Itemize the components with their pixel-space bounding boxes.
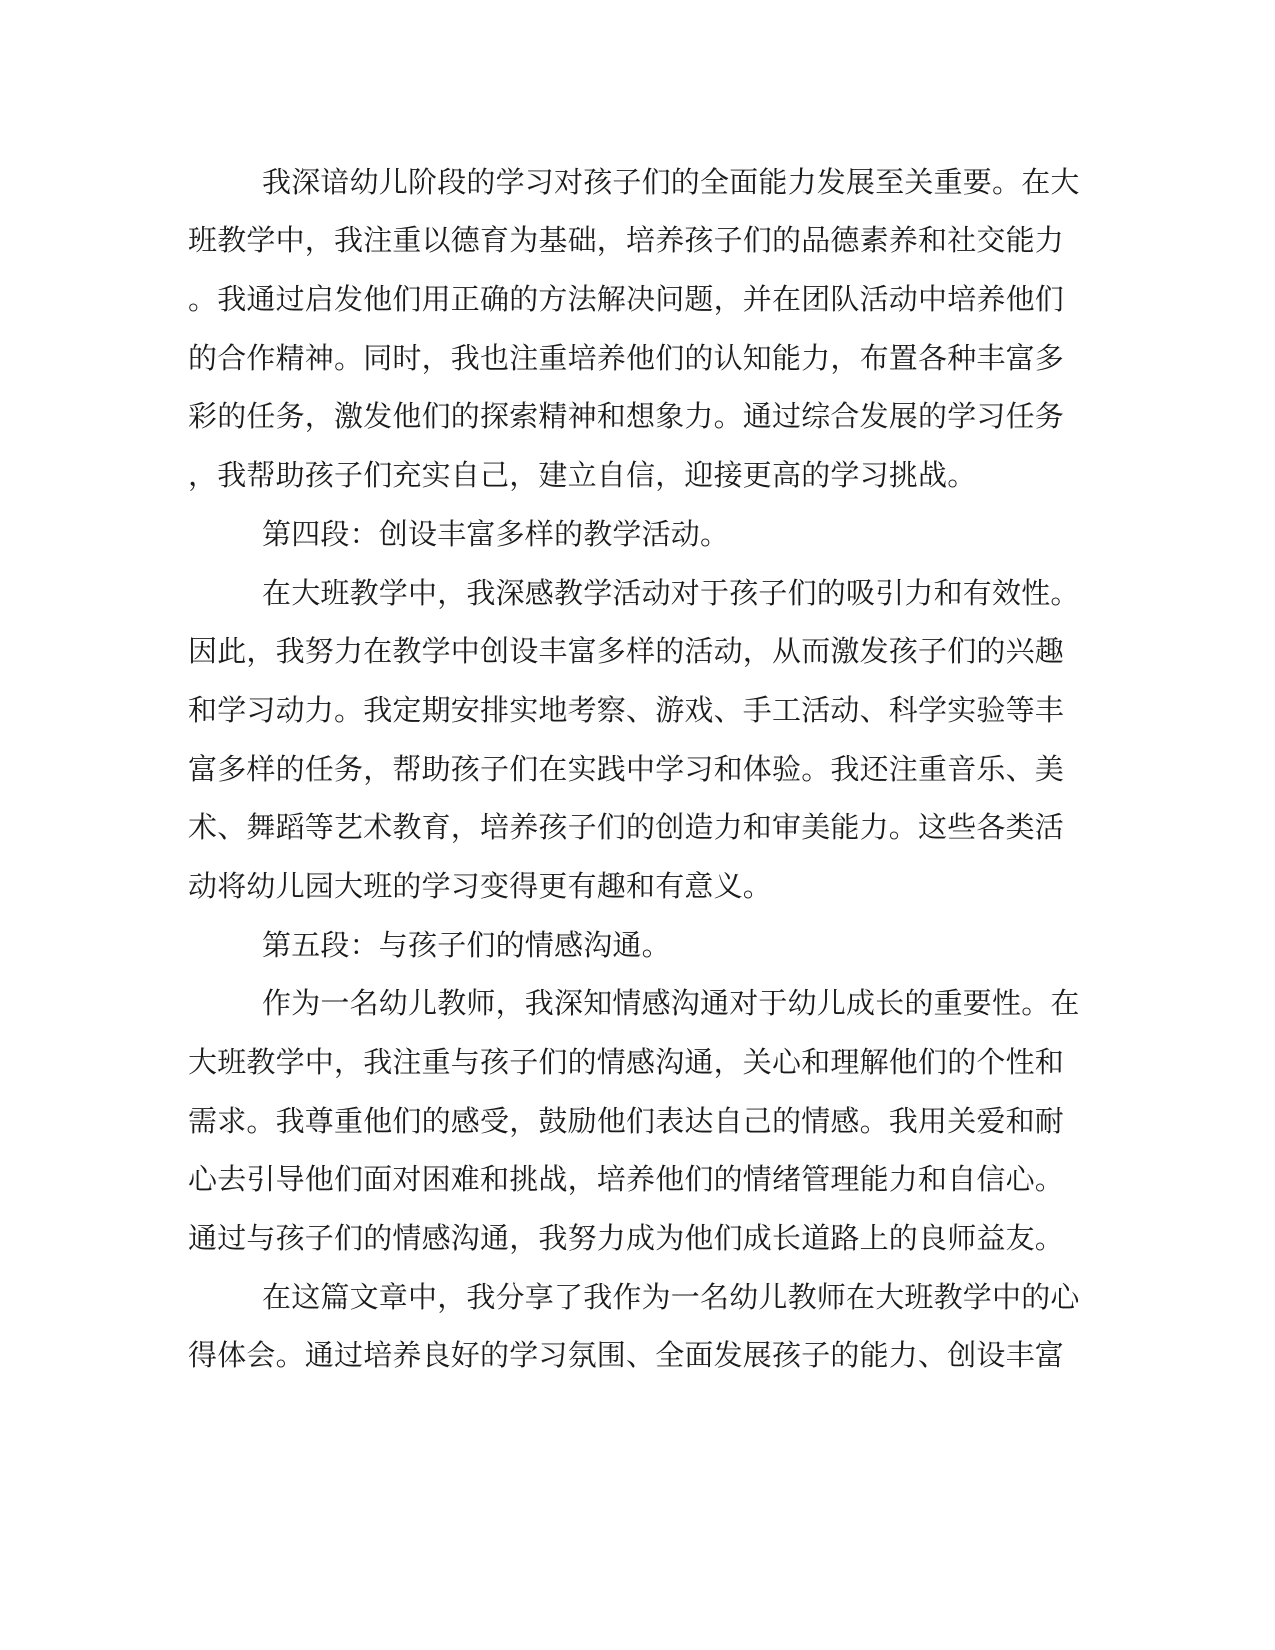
text-line: 班教学中，我注重以德育为基础，培养孩子们的品德素养和社交能力: [188, 223, 1065, 257]
text-line: 富多样的任务，帮助孩子们在实践中学习和体验。我还注重音乐、美: [188, 752, 1065, 786]
section-heading: 第五段：与孩子们的情感沟通。: [262, 928, 671, 962]
text-line: ，我帮助孩子们充实自己，建立自信，迎接更高的学习挑战。: [188, 458, 977, 492]
text-line: 通过与孩子们的情感沟通，我努力成为他们成长道路上的良师益友。: [188, 1221, 1065, 1255]
text-line: 作为一名幼儿教师，我深知情感沟通对于幼儿成长的重要性。在: [262, 986, 1080, 1020]
text-line: 在这篇文章中，我分享了我作为一名幼儿教师在大班教学中的心: [262, 1280, 1080, 1314]
text-line: 和学习动力。我定期安排实地考察、游戏、手工活动、科学实验等丰: [188, 693, 1065, 727]
text-line: 术、舞蹈等艺术教育，培养孩子们的创造力和审美能力。这些各类活: [188, 810, 1065, 844]
text-line: 需求。我尊重他们的感受，鼓励他们表达自己的情感。我用关爱和耐: [188, 1104, 1065, 1138]
text-line: 大班教学中，我注重与孩子们的情感沟通，关心和理解他们的个性和: [188, 1045, 1065, 1079]
text-line: 的合作精神。同时，我也注重培养他们的认知能力，布置各种丰富多: [188, 341, 1065, 375]
text-line: 。我通过启发他们用正确的方法解决问题，并在团队活动中培养他们: [188, 282, 1065, 316]
section-heading: 第四段：创设丰富多样的教学活动。: [262, 517, 730, 551]
text-line: 心去引导他们面对困难和挑战，培养他们的情绪管理能力和自信心。: [188, 1162, 1065, 1196]
text-line: 在大班教学中，我深感教学活动对于孩子们的吸引力和有效性。: [262, 576, 1080, 610]
text-line: 彩的任务，激发他们的探索精神和想象力。通过综合发展的学习任务: [188, 399, 1065, 433]
text-line: 我深谙幼儿阶段的学习对孩子们的全面能力发展至关重要。在大: [262, 165, 1080, 199]
text-line: 因此，我努力在教学中创设丰富多样的活动，从而激发孩子们的兴趣: [188, 634, 1065, 668]
text-line: 动将幼儿园大班的学习变得更有趣和有意义。: [188, 869, 773, 903]
text-line: 得体会。通过培养良好的学习氛围、全面发展孩子的能力、创设丰富: [188, 1338, 1065, 1372]
